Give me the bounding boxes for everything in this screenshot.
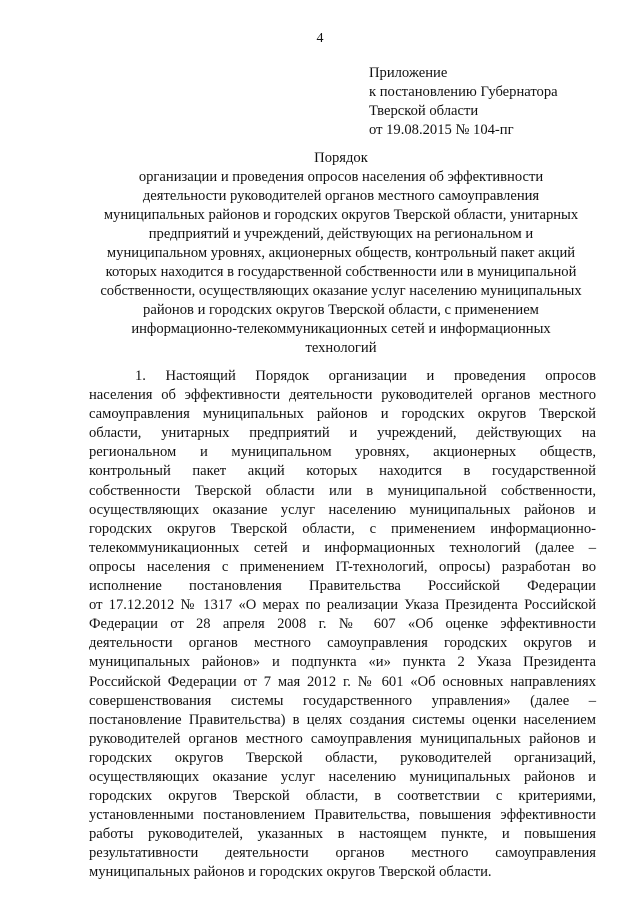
paragraph-line: совершенствования системы государственного управления» (далее –: [89, 692, 596, 709]
paragraph-line: 1. Настоящий Порядок организации и проведения опросов: [135, 368, 596, 384]
paragraph-line: контрольный пакет акций которых находится в государственной: [89, 463, 596, 480]
paragraph-line: от 17.12.2012 № 1317 «О мерах по реализации Указа Президента Российской: [89, 597, 596, 614]
title-line: информационно-телекоммуникационных сетей и информационных: [131, 321, 551, 337]
paragraph-line: Российской Федерации от 7 мая 2012 г. № 601 «Об основных направлениях: [89, 673, 596, 690]
paragraph-line: исполнение постановления Правительства Российской Федерации: [89, 578, 596, 595]
appendix-line: Приложение: [369, 65, 448, 81]
paragraph-line: собственности Тверской области или в муниципальной собственности,: [89, 482, 596, 499]
paragraph-line: самоуправления муниципальных районов и городских округов Тверской: [89, 406, 596, 423]
paragraph-line: муниципальных районов и городских округов Тверской области.: [89, 864, 492, 881]
title-line: которых находится в государственной собственности или в муниципальной: [105, 264, 577, 280]
paragraph-line: области, унитарных предприятий и учреждений, действующих на: [89, 425, 596, 442]
appendix-line: Тверской области: [369, 103, 479, 119]
appendix-header: [369, 64, 558, 140]
paragraph-line: муниципальных районов» и подпункта «и» пункта 2 Указа Президента: [89, 654, 596, 671]
paragraph-line: городских округов Тверской области, руководителей организаций,: [89, 749, 596, 766]
title-line: районов и городских округов Тверской области, с применением: [143, 302, 539, 318]
paragraph-line: Федерации от 28 апреля 2008 г. № 607 «Об оценке эффективности: [89, 616, 596, 633]
paragraph-line: опросы населения с применением IT-технологий, опросы) разработан во: [89, 558, 596, 575]
title-line: деятельности руководителей органов местного самоуправления: [142, 188, 540, 204]
paragraph-line: установленными постановлением Правительства, повышения эффективности: [89, 807, 596, 824]
title-line: организации и проведения опросов населения об эффективности: [138, 169, 544, 185]
paragraph-line: руководителей органов местного самоуправления муниципальных районов и: [89, 730, 596, 747]
appendix-line: от 19.08.2015 № 104-пг: [369, 122, 514, 138]
paragraph-line: городских округов Тверской области, с применением информационно-: [89, 520, 596, 537]
paragraph-line: деятельности органов местного самоуправления городских округов и: [89, 635, 596, 652]
title-line: собственности, осуществляющих оказание услуг населению муниципальных: [100, 283, 582, 299]
paragraph-line: осуществляющих оказание услуг населению муниципальных районов и: [89, 768, 596, 785]
paragraph-line: городских округов Тверской области, в соответствии с критериями,: [89, 788, 596, 805]
paragraph-line: телекоммуникационных сетей и информационных технологий (далее –: [89, 539, 596, 556]
paragraph-line: осуществляющих оказание услуг населению муниципальных районов и: [89, 501, 596, 518]
paragraph-line: населения об эффективности деятельности руководителей органов местного: [89, 387, 596, 404]
paragraph-line: постановление Правительства) в целях создания системы оценки населением: [89, 711, 596, 728]
document-title: [86, 149, 596, 358]
paragraph-line: региональном и муниципальном уровнях, акционерных обществ,: [89, 444, 596, 461]
title-line: предприятий и учреждений, действующих на региональном и: [148, 226, 534, 242]
paragraph-line: работы руководителей, указанных в настоящем пункте, и повышения: [89, 826, 596, 843]
title-line: муниципальных районов и городских округов Тверской области, унитарных: [103, 207, 579, 223]
paragraph-line: результативности деятельности органов местного самоуправления: [89, 845, 596, 862]
page-number: 4: [316, 31, 324, 46]
title-line: Порядок: [314, 150, 368, 166]
title-line: муниципальном уровнях, акционерных обществ, контрольный пакет акций: [106, 245, 576, 261]
appendix-line: к постановлению Губернатора: [369, 84, 558, 100]
title-line: технологий: [305, 340, 377, 356]
paragraph-1: [89, 367, 596, 883]
